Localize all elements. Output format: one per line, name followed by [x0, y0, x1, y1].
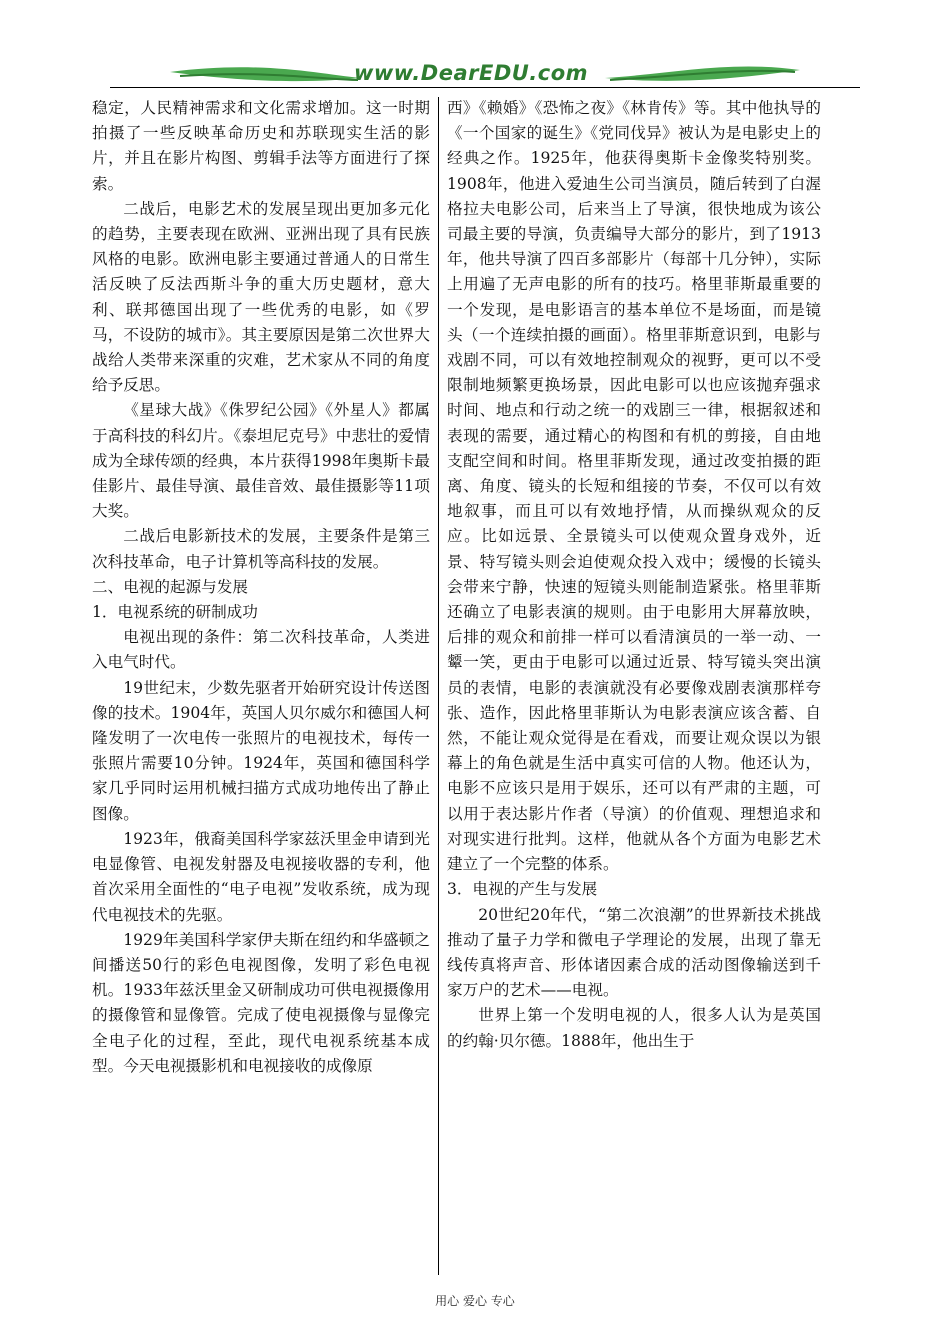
page-footer: 用心 爱心 专心: [435, 1294, 515, 1308]
paragraph: 世界上第一个发明电视的人，很多人认为是英国的约翰·贝尔德。1888年，他出生于: [447, 1006, 821, 1050]
paragraph: 稳定，人民精神需求和文化需求增加。这一时期拍摄了一些反映革命历史和苏联现实生活的影片，并且在影片构图、剪辑手法等方面进行了探索。: [92, 99, 430, 193]
column-divider: [438, 97, 439, 1275]
paragraph: 二战后电影新技术的发展，主要条件是第三次科技革命，电子计算机等高科技的发展。: [92, 527, 430, 571]
site-logo[interactable]: www.DearEDU.com: [353, 61, 589, 85]
paragraph: 《星球大战》《侏罗纪公园》《外星人》都属于高科技的科幻片。《泰坦尼克号》中悲壮的爱情成为全球传颂的经典，本片获得1998年奥斯卡最佳影片、最佳导演、最佳音效、最佳摄影等11项大奖。: [92, 401, 430, 521]
right-column: [447, 96, 821, 1054]
page-header: [110, 56, 860, 96]
paragraph: 1923年，俄裔美国科学家兹沃里金申请到光电显像管、电视发射器及电视接收器的专利，他首次采用全面性的“电子电视”发收系统，成为现代电视技术的先驱。: [92, 829, 430, 924]
paragraph: 1929年美国科学家伊夫斯在纽约和华盛顿之间播送50行的彩色电视图像，发明了彩色电视机。1933年兹沃里金又研制成功可供电视摄像用的摄像管和显像管。完成了使电视摄像与显像完全电子化的过程，至此，现代电视系统基本成型。今天电视摄影机和电视接收的成像原: [92, 930, 430, 1075]
paragraph: 1．电视系统的研制成功: [92, 603, 258, 622]
paragraph: 西》《赖婚》《恐怖之夜》《林肯传》等。其中他执导的《一个国家的诞生》《党同伐异》被认为是电影史上的经典之作。1925年，他获得奥斯卡金像奖特别奖。1908年，他进入爱迪生公司当演员，随后转到了白渥格拉夫电影公司，后来当上了导演，很快地成为该公司最主要的导演，负责编导大部分的影片，到了1913年，他共导演了四百多部影片（每部十几分钟），实际上用遍了无声电影的所有的技巧。格里菲斯最重要的一个发现，是电影语言的基本单位不是场面，而是镜头（一个连续拍摄的画面）。格里菲斯意识到，电影与戏剧不同，可以有效地控制观众的视野，更可以不受限制地频繁更换场景，因此电影可以也应该抛弃强求时间、地点和行动之统一的戏剧三一律，根据叙述和表现的需要，通过精心的构图和有机的剪接，自由地支配空间和时间。格里菲斯发现，通过改变拍摄的距离、角度、镜头的长短和组接的节奏，不仅可以有效地叙事，而且可以有效地抒情，从而操纵观众的反应。比如远景、全景镜头可以使观众置身戏外，近景、特写镜头则会迫使观众投入戏中；缓慢的长镜头会带来宁静，快速的短镜头则能制造紧张。格里菲斯还确立了电影表演的规则。由于电影用大屏幕放映，后排的观众和前排一样可以看清演员的一举一动、一颦一笑，更由于电影可以通过近景、特写镜头突出演员的表情，电影的表演就没有必要像戏剧表演那样夸张、造作，因此格里菲斯认为电影表演应该含蓄、自然，不能让观众觉得是在看戏，而要让观众误以为银幕上的角色就是生活中真实可信的人物。他还认为，电影不应该只是用于娱乐，还可以有严肃的主题，可以用于表达影片作者（导演）的价值观、理想追求和对现实进行批判。这样，他就从各个方面为电影艺术建立了一个完整的体系。: [447, 99, 821, 874]
header-rule: [110, 87, 860, 88]
paragraph: 电视出现的条件：第二次科技革命，人类进入电气时代。: [92, 628, 430, 672]
paragraph: 20世纪20年代，“第二次浪潮”的世界新技术挑战推动了量子力学和微电子学理论的发展，出现了靠无线传真将声音、形体诸因素合成的活动图像输送到千家万户的艺术——电视。: [447, 905, 821, 1000]
paragraph: 19世纪末，少数先驱者开始研究设计传送图像的技术。1904年，英国人贝尔威尔和德国人柯隆发明了一次电传一张照片的电视技术，每传一张照片需要10分钟。1924年，英国和德国科学家几乎同时运用机械扫描方式成功地传出了静止图像。: [92, 678, 430, 823]
paragraph: 二、电视的起源与发展: [92, 577, 248, 596]
paragraph: 3．电视的产生与发展: [447, 880, 598, 899]
paragraph: 二战后，电影艺术的发展呈现出更加多元化的趋势，主要表现在欧洲、亚洲出现了具有民族风格的电影。欧洲电影主要通过普通人的日常生活反映了反法西斯斗争的重大历史题材，意大利、联邦德国出现了一些优秀的电影，如《罗马，不设防的城市》。其主要原因是第二次世界大战给人类带来深重的灾难，艺术家从不同的角度给予反思。: [92, 199, 430, 395]
left-column: [92, 96, 430, 1079]
